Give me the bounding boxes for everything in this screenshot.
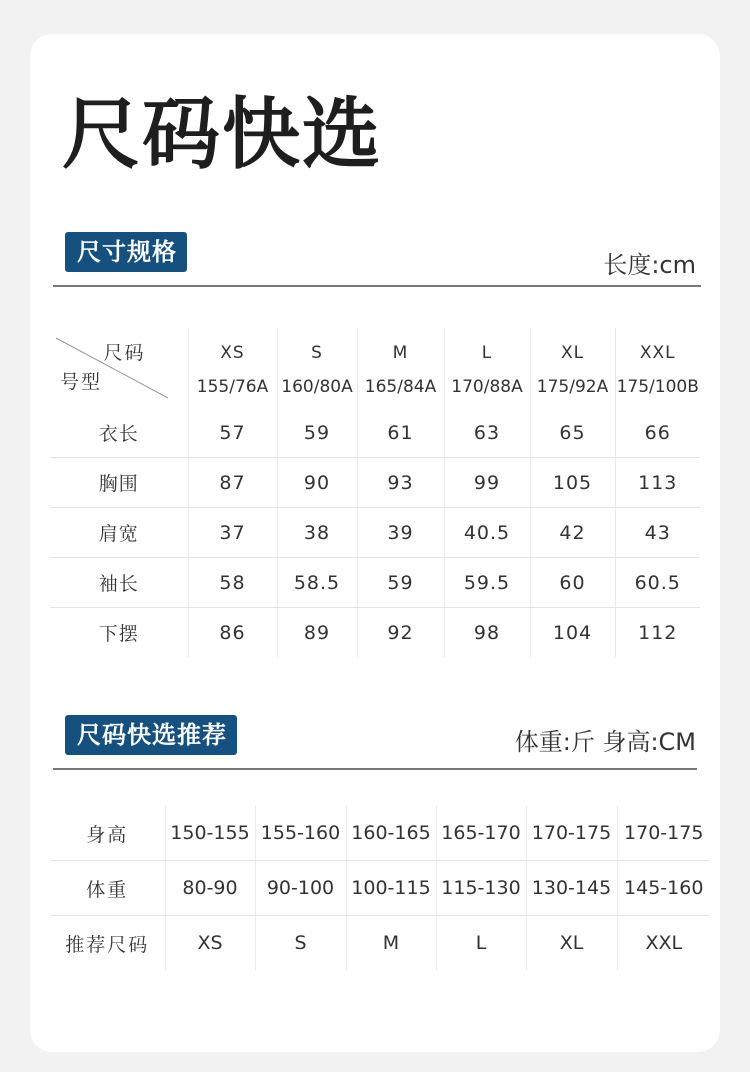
measurement-cell: 58 xyxy=(188,558,277,608)
table-row xyxy=(50,861,710,916)
recommend-cell: 100-115 xyxy=(346,861,436,916)
table-row xyxy=(50,558,700,608)
recommend-cell: 155-160 xyxy=(255,806,346,861)
recommend-unit-note: 体重:斤 身高:CM xyxy=(514,728,696,756)
size-column-header xyxy=(188,328,277,408)
measurement-cell: 92 xyxy=(357,608,444,658)
measurement-cell: 105 xyxy=(530,458,615,508)
table-row xyxy=(50,458,700,508)
size-spec-tag: 尺寸规格 xyxy=(65,232,187,272)
section-divider xyxy=(53,285,701,287)
recommend-cell: 170-175 xyxy=(617,806,710,861)
recommend-cell: 115-130 xyxy=(436,861,526,916)
size-body-type: 175/92A xyxy=(536,376,609,397)
measurement-cell: 39 xyxy=(357,508,444,558)
size-column-header xyxy=(615,328,700,408)
type-corner-label: 号型 xyxy=(60,371,103,393)
recommend-tag: 尺码快选推荐 xyxy=(65,715,237,755)
row-label: 体重 xyxy=(50,861,165,916)
recommend-cell: L xyxy=(436,916,526,971)
row-label: 推荐尺码 xyxy=(50,916,165,971)
size-code: XL xyxy=(560,342,585,363)
size-spec-table xyxy=(50,328,700,657)
size-column-header xyxy=(530,328,615,408)
corner-header xyxy=(50,328,188,408)
measurement-cell: 98 xyxy=(444,608,530,658)
size-body-type: 160/80A xyxy=(281,376,353,397)
size-body-type: 175/100B xyxy=(616,376,699,397)
measurement-cell: 93 xyxy=(357,458,444,508)
size-code: XS xyxy=(220,342,245,363)
recommend-cell: 90-100 xyxy=(255,861,346,916)
page-title: 尺码快选 xyxy=(62,90,383,180)
table-row xyxy=(50,508,700,558)
measurement-cell: 113 xyxy=(615,458,700,508)
row-label: 身高 xyxy=(50,806,165,861)
measurement-cell: 66 xyxy=(615,408,700,458)
measurement-cell: 42 xyxy=(530,508,615,558)
row-label: 下摆 xyxy=(50,608,188,658)
size-code: S xyxy=(311,342,323,363)
recommend-cell: 160-165 xyxy=(346,806,436,861)
measurement-cell: 99 xyxy=(444,458,530,508)
measurement-cell: 89 xyxy=(277,608,357,658)
size-body-type: 155/76A xyxy=(196,376,269,397)
recommend-cell: 80-90 xyxy=(165,861,255,916)
size-code: L xyxy=(481,342,493,363)
recommend-cell: 145-160 xyxy=(617,861,710,916)
measurement-cell: 38 xyxy=(277,508,357,558)
recommend-cell: M xyxy=(346,916,436,971)
row-label: 袖长 xyxy=(50,558,188,608)
row-label: 衣长 xyxy=(50,408,188,458)
recommend-cell: XXL xyxy=(645,932,683,954)
measurement-cell: 40.5 xyxy=(444,508,530,558)
recommend-cell: XL xyxy=(526,916,617,971)
measurement-cell: 43 xyxy=(615,508,700,558)
measurement-cell: 59 xyxy=(357,558,444,608)
measurement-cell: 87 xyxy=(188,458,277,508)
size-code: XXL xyxy=(639,342,676,363)
measurement-cell: 59 xyxy=(277,408,357,458)
recommend-cell: XS xyxy=(165,916,255,971)
measurement-cell: 37 xyxy=(188,508,277,558)
size-body-type: 165/84A xyxy=(364,376,437,397)
measurement-cell: 59.5 xyxy=(444,558,530,608)
recommend-cell: 170-175 xyxy=(526,806,617,861)
recommend-cell: 130-145 xyxy=(526,861,617,916)
size-code: M xyxy=(392,342,409,363)
measurement-cell: 86 xyxy=(188,608,277,658)
size-header-row xyxy=(50,328,700,408)
table-row xyxy=(50,806,710,861)
recommend-cell: 165-170 xyxy=(436,806,526,861)
measurement-cell: 60 xyxy=(530,558,615,608)
measurement-cell: 63 xyxy=(444,408,530,458)
measurement-cell: 60.5 xyxy=(615,558,700,608)
recommend-cell: 150-155 xyxy=(165,806,255,861)
table-row xyxy=(50,608,700,658)
measurement-cell: 90 xyxy=(277,458,357,508)
table-row xyxy=(50,916,710,971)
size-body-type: 170/88A xyxy=(451,376,523,397)
size-column-header xyxy=(357,328,444,408)
section-divider xyxy=(53,768,697,770)
measurement-cell: 104 xyxy=(530,608,615,658)
size-column-header xyxy=(444,328,530,408)
measurement-cell: 61 xyxy=(357,408,444,458)
measurement-cell: 65 xyxy=(530,408,615,458)
measurement-cell: 58.5 xyxy=(277,558,357,608)
size-corner-label: 尺码 xyxy=(103,342,146,364)
measurement-cell: 112 xyxy=(638,621,678,644)
recommend-cell: S xyxy=(255,916,346,971)
measurement-cell: 57 xyxy=(188,408,277,458)
row-label: 胸围 xyxy=(50,458,188,508)
size-column-header xyxy=(277,328,357,408)
size-unit-note: 长度:cm xyxy=(603,251,696,279)
table-row xyxy=(50,408,700,458)
row-label: 肩宽 xyxy=(50,508,188,558)
size-recommend-table xyxy=(50,806,710,970)
